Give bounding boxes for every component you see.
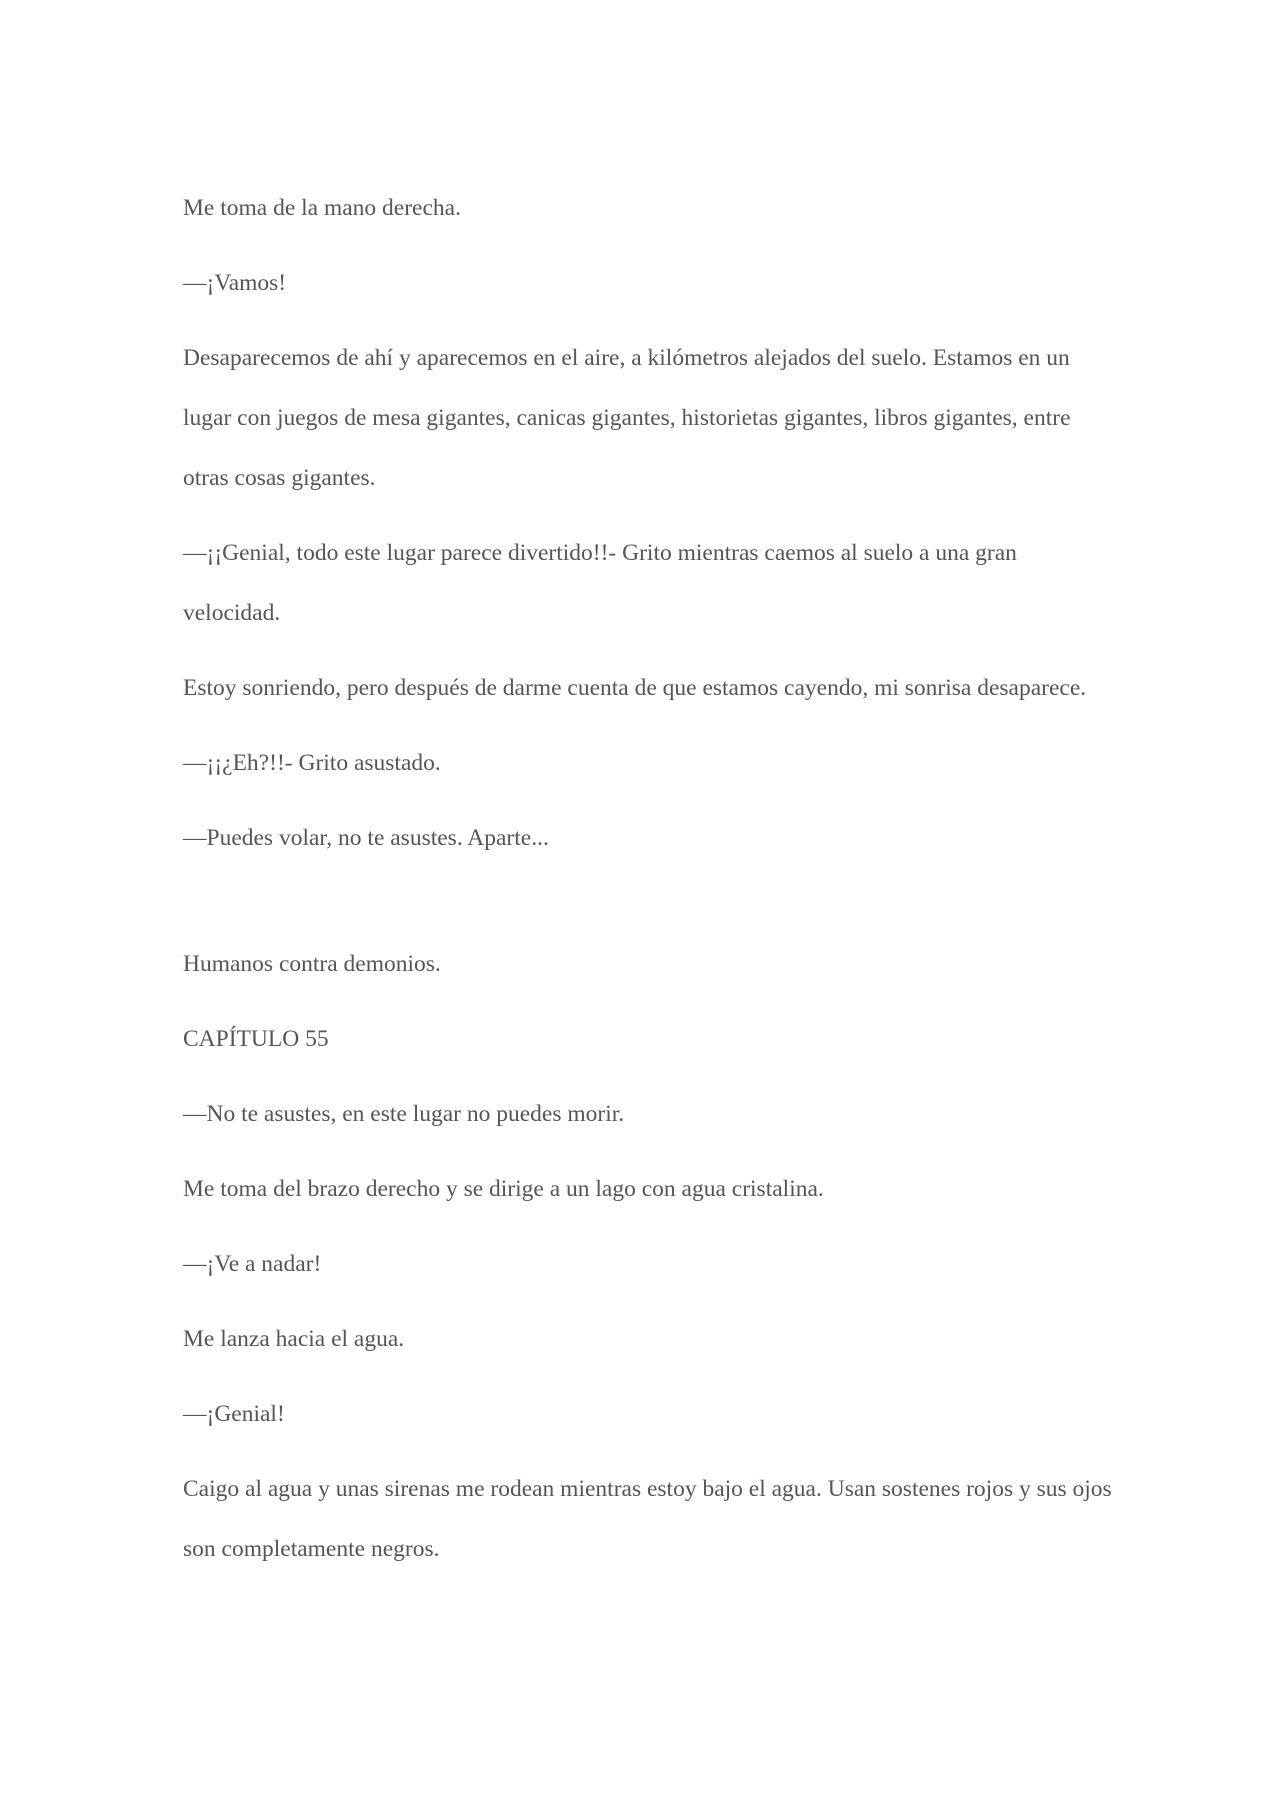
dialogue-line: —¡¡¿Eh?!!- Grito asustado. [183, 750, 441, 776]
dialogue-line: —Puedes volar, no te asustes. Aparte... [183, 825, 549, 851]
paragraph: Desaparecemos de ahí y aparecemos en el aire, a kilómetros alejados del suelo. Estamos en un lugar con juegos de mesa gigantes, canicas gigantes, historietas gigantes, libros gigantes, entre otras cosas gigantes. [183, 345, 1071, 491]
dialogue-line: —No te asustes, en este lugar no puedes morir. [183, 1101, 625, 1127]
dialogue-line: —¡Genial! [183, 1401, 285, 1427]
paragraph: Me toma de la mano derecha. [183, 195, 461, 221]
chapter-heading: CAPÍTULO 55 [183, 1026, 329, 1052]
paragraph: Estoy sonriendo, pero después de darme cuenta de que estamos cayendo, mi sonrisa desaparece. [183, 675, 1087, 701]
dialogue-line: —¡Vamos! [183, 270, 287, 296]
paragraph: Caigo al agua y unas sirenas me rodean mientras estoy bajo el agua. Usan sostenes rojos y sus ojos son completamente negros. [183, 1476, 1112, 1562]
dialogue-line: —¡Ve a nadar! [183, 1251, 322, 1277]
document-body [183, 178, 1113, 1594]
paragraph: Me lanza hacia el agua. [183, 1326, 405, 1352]
dialogue-line: —¡¡Genial, todo este lugar parece divertido!!- Grito mientras caemos al suelo a una gran velocidad. [183, 540, 1017, 626]
book-title: Humanos contra demonios. [183, 951, 441, 977]
paragraph: Me toma del brazo derecho y se dirige a un lago con agua cristalina. [183, 1176, 824, 1202]
